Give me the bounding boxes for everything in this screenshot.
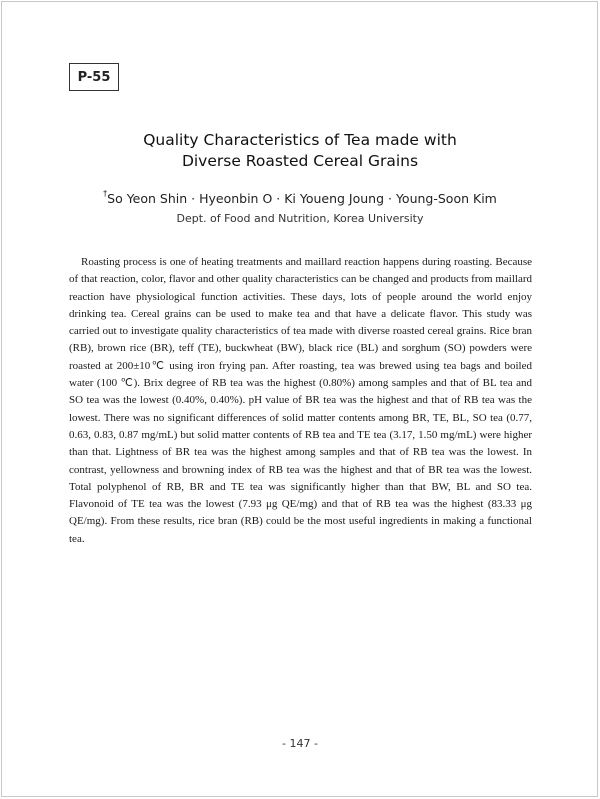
presentation-code: P-55: [77, 69, 111, 85]
paper-title: [0, 130, 600, 172]
page-number: - 147 -: [282, 737, 318, 750]
presentation-code-box: [69, 63, 119, 91]
author-list: [0, 191, 600, 206]
title-line-1: Quality Characteristics of Tea made with: [143, 131, 457, 149]
corresponding-author-marker: †: [103, 189, 108, 198]
author-names: So Yeon Shin · Hyeonbin O · Ki Youeng Joung · Young-Soon Kim: [107, 191, 497, 207]
title-line-2: Diverse Roasted Cereal Grains: [181, 152, 419, 170]
affiliation: Dept. of Food and Nutrition, Korea University: [176, 212, 424, 225]
abstract-text: Roasting process is one of heating treatments and maillard reaction happens during roasting. Because of that reaction, color, flavor and other quality characteristics can be changed and products from maillard reaction have physiological function activities. These days, lots of people around the world enjoy drinking tea. Cereal grains can be used to make tea and that have a delicate flavor. This study was carried out to investigate quality characteristics of tea made with diverse roasted cereal grains. Rice bran (RB), brown rice (BR), teff (TE), buckwheat (BW), black rice (BL) and sorghum (SO) powders were roasted at 200±10℃ using iron frying pan. After roasting, tea was brewed using tea bags and boiled water (100 ℃). Brix degree of RB tea was the highest (0.80%) among samples and that of BL tea and SO tea was the lowest (0.40%, 0.40%). pH value of BR tea was the highest and that of RB tea was the lowest. There was no significant differences of solid matter contents among BR, TE, BL, SO tea (0.77, 0.63, 0.83, 0.87 mg/mL) but solid matter contents of RB tea and TE tea (3.17, 1.50 mg/mL) were higher than that. Lightness of BR tea was the highest among samples and that of RB tea was the lowest. In contrast, yellowness and browning index of RB tea was the highest and that of BR tea was the lowest. Total polyphenol of RB, BR and TE tea was significantly higher than that BW, BL and SO tea. Flavonoid of TE tea was the lowest (7.93 μg QE/mg) and that of RB tea was the highest (83.33 μg QE/mg). From these results, rice bran (RB) could be the most useful ingredients in making a functional tea.: [69, 256, 532, 545]
